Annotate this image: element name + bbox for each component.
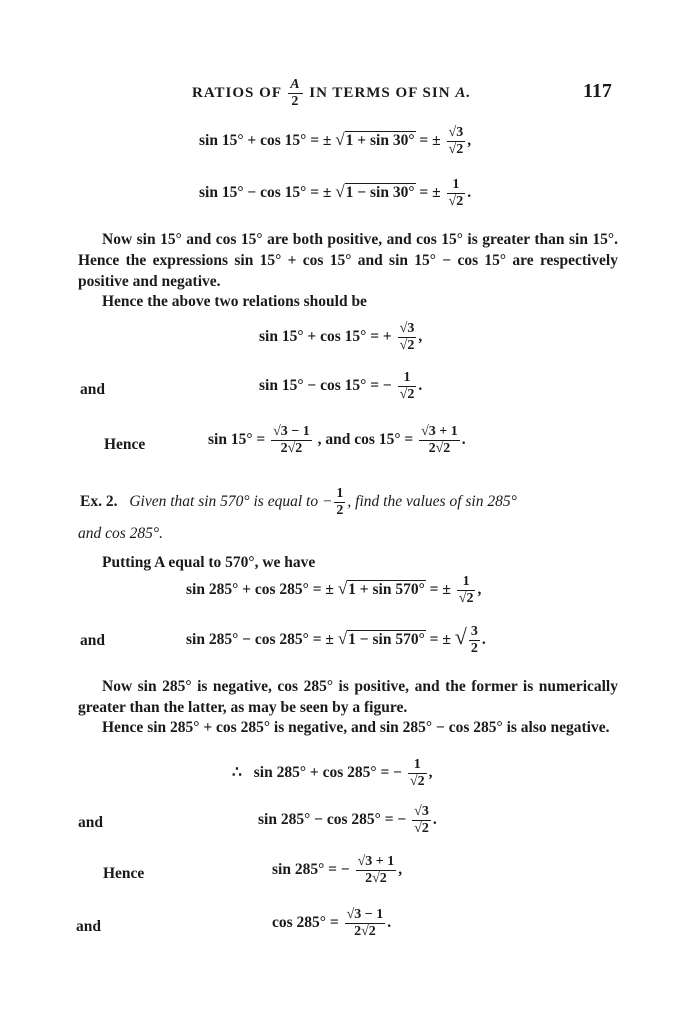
eq8-den: √2 bbox=[409, 774, 425, 789]
eq11-end: . bbox=[387, 914, 392, 932]
eq2-radical: √1 − sin 30° bbox=[335, 182, 415, 202]
equation-10 bbox=[272, 855, 402, 886]
eq4-fraction bbox=[398, 371, 417, 402]
eq1-num: √3 bbox=[448, 125, 464, 140]
eq4-end: . bbox=[418, 377, 423, 395]
eq7-lhs: sin 285° − cos 285° = ± bbox=[186, 631, 334, 648]
header-frac-num: A bbox=[290, 77, 301, 92]
header-title-pre: RATIOS OF bbox=[192, 84, 282, 101]
eq3-num: √3 bbox=[399, 321, 415, 336]
eq10-num: √3 + 1 bbox=[357, 854, 395, 869]
eq5-den2: 2√2 bbox=[419, 440, 460, 456]
eq6-radical: √1 + sin 570° bbox=[337, 579, 425, 599]
eq6-fraction bbox=[457, 575, 476, 606]
equation-9 bbox=[258, 805, 437, 836]
eq7-num: 3 bbox=[470, 623, 478, 639]
eq2-den: √2 bbox=[448, 194, 464, 209]
eq8-end: , bbox=[428, 764, 433, 782]
header-frac-den: 2 bbox=[288, 93, 302, 109]
equation-3 bbox=[259, 322, 422, 353]
page-number: 117 bbox=[583, 80, 612, 102]
eq2-num: 1 bbox=[452, 177, 460, 192]
eq5-label: Hence bbox=[104, 436, 146, 453]
eq8-fraction bbox=[408, 758, 427, 789]
eq7-mid: = ± bbox=[429, 631, 451, 648]
running-header bbox=[192, 78, 471, 109]
eq9-label: and bbox=[78, 814, 103, 831]
eq4-lhs: sin 15° − cos 15° = − bbox=[259, 377, 392, 395]
eq1-mid: = ± bbox=[419, 132, 441, 150]
ex2-text-b: , find the values of sin 285° bbox=[347, 493, 517, 511]
eq1-radicand: 1 + sin 30° bbox=[345, 132, 415, 150]
eq2-lhs: sin 15° − cos 15° = ± bbox=[199, 184, 332, 202]
eq2-mid: = ± bbox=[419, 184, 441, 202]
ex2-frac-den: 2 bbox=[336, 503, 344, 518]
ex2-text-a: Given that sin 570° is equal to − bbox=[129, 493, 333, 511]
eq5-fraction-1 bbox=[271, 425, 312, 456]
eq7-den: 2 bbox=[470, 640, 478, 656]
equation-7 bbox=[186, 624, 486, 656]
eq10-label: Hence bbox=[103, 865, 145, 882]
eq9-fraction bbox=[412, 805, 431, 836]
equation-5 bbox=[208, 425, 466, 456]
eq1-den: √2 bbox=[448, 142, 464, 157]
eq5-den1: 2√2 bbox=[271, 440, 312, 456]
eq9-lhs: sin 285° − cos 285° = − bbox=[258, 811, 407, 829]
equation-4 bbox=[259, 371, 422, 402]
paragraph-4: Now sin 285° is negative, cos 285° is positive, and the former is numerically greater than the latter, as may be seen by a figure. bbox=[78, 678, 618, 716]
eq5-fraction-2 bbox=[419, 425, 460, 456]
eq11-fraction bbox=[345, 908, 386, 939]
paragraph-3: Putting A equal to 570°, we have bbox=[102, 554, 316, 571]
eq6-num: 1 bbox=[462, 574, 470, 589]
therefore-symbol: ∴ bbox=[232, 764, 242, 782]
eq8-num: 1 bbox=[413, 757, 421, 772]
eq5-lhs1: sin 15° = bbox=[208, 431, 266, 449]
eq10-den: 2√2 bbox=[356, 870, 397, 886]
eq11-num: √3 − 1 bbox=[346, 907, 384, 922]
eq8-lhs: sin 285° + cos 285° = − bbox=[253, 764, 403, 782]
ex2-frac-num: 1 bbox=[336, 486, 344, 501]
eq3-den: √2 bbox=[399, 338, 415, 353]
paragraph-1: Now sin 15° and cos 15° are both positive, and cos 15° is greater than sin 15°. Hence the expressions sin 15° + cos 15° and sin 15° − cos 15° are respectively positive and negative. bbox=[78, 231, 618, 290]
eq11-lhs: cos 285° = bbox=[272, 914, 339, 932]
eq1-radical: √1 + sin 30° bbox=[335, 130, 415, 150]
eq1-lhs: sin 15° + cos 15° = ± bbox=[199, 132, 332, 150]
eq5-num2: √3 + 1 bbox=[421, 424, 458, 439]
eq10-end: , bbox=[398, 861, 403, 879]
eq5-num1: √3 − 1 bbox=[273, 424, 310, 439]
eq4-num: 1 bbox=[403, 370, 411, 385]
eq1-fraction bbox=[447, 126, 466, 157]
eq11-den: 2√2 bbox=[345, 923, 386, 939]
eq3-lhs: sin 15° + cos 15° = + bbox=[259, 328, 392, 346]
eq3-fraction bbox=[398, 322, 417, 353]
eq4-den: √2 bbox=[399, 387, 415, 402]
equation-6 bbox=[186, 575, 481, 606]
eq7-fraction bbox=[469, 625, 480, 656]
eq2-end: . bbox=[467, 184, 472, 202]
eq6-end: , bbox=[477, 581, 482, 599]
equation-1 bbox=[199, 126, 471, 157]
eq5-end: . bbox=[461, 431, 466, 449]
eq10-fraction bbox=[356, 855, 397, 886]
equation-2 bbox=[199, 178, 471, 209]
eq9-end: . bbox=[432, 811, 437, 829]
ex2-label: Ex. 2. bbox=[80, 493, 118, 511]
equation-8 bbox=[232, 758, 432, 789]
eq2-fraction bbox=[447, 178, 466, 209]
eq7-sqrt-fraction: √ $\frac{3}{2}$ bbox=[454, 623, 478, 656]
eq3-end: , bbox=[418, 328, 423, 346]
eq7-radical: √1 − sin 570° bbox=[337, 629, 425, 648]
eq7-label: and bbox=[80, 632, 105, 649]
paragraph-5: Hence sin 285° + cos 285° is negative, and sin 285° − cos 285° is also negative. bbox=[102, 719, 610, 736]
example-2 bbox=[80, 487, 517, 518]
eq6-lhs: sin 285° + cos 285° = ± bbox=[186, 581, 334, 599]
eq2-radicand: 1 − sin 30° bbox=[345, 184, 415, 202]
ex2-text-c: and cos 285°. bbox=[78, 525, 163, 542]
eq7-radicand: 1 − sin 570° bbox=[348, 631, 425, 648]
equation-11 bbox=[272, 908, 391, 939]
eq10-lhs: sin 285° = − bbox=[272, 861, 350, 879]
ex2-fraction bbox=[334, 487, 345, 518]
eq1-end: , bbox=[467, 132, 472, 150]
eq6-den: √2 bbox=[458, 591, 474, 606]
eq9-num: √3 bbox=[414, 804, 429, 819]
paragraph-2: Hence the above two relations should be bbox=[102, 293, 367, 310]
header-fraction bbox=[288, 78, 302, 109]
eq5-mid: , and cos 15° = bbox=[317, 431, 414, 449]
eq6-radicand: 1 + sin 570° bbox=[348, 581, 425, 599]
eq6-mid: = ± bbox=[429, 581, 451, 599]
eq4-label: and bbox=[80, 381, 105, 398]
eq11-label: and bbox=[76, 918, 101, 935]
eq9-den: √2 bbox=[414, 821, 429, 836]
eq7-end: . bbox=[481, 631, 486, 648]
header-title-var: A. bbox=[455, 84, 472, 101]
header-title-post: IN TERMS OF SIN bbox=[309, 84, 451, 101]
